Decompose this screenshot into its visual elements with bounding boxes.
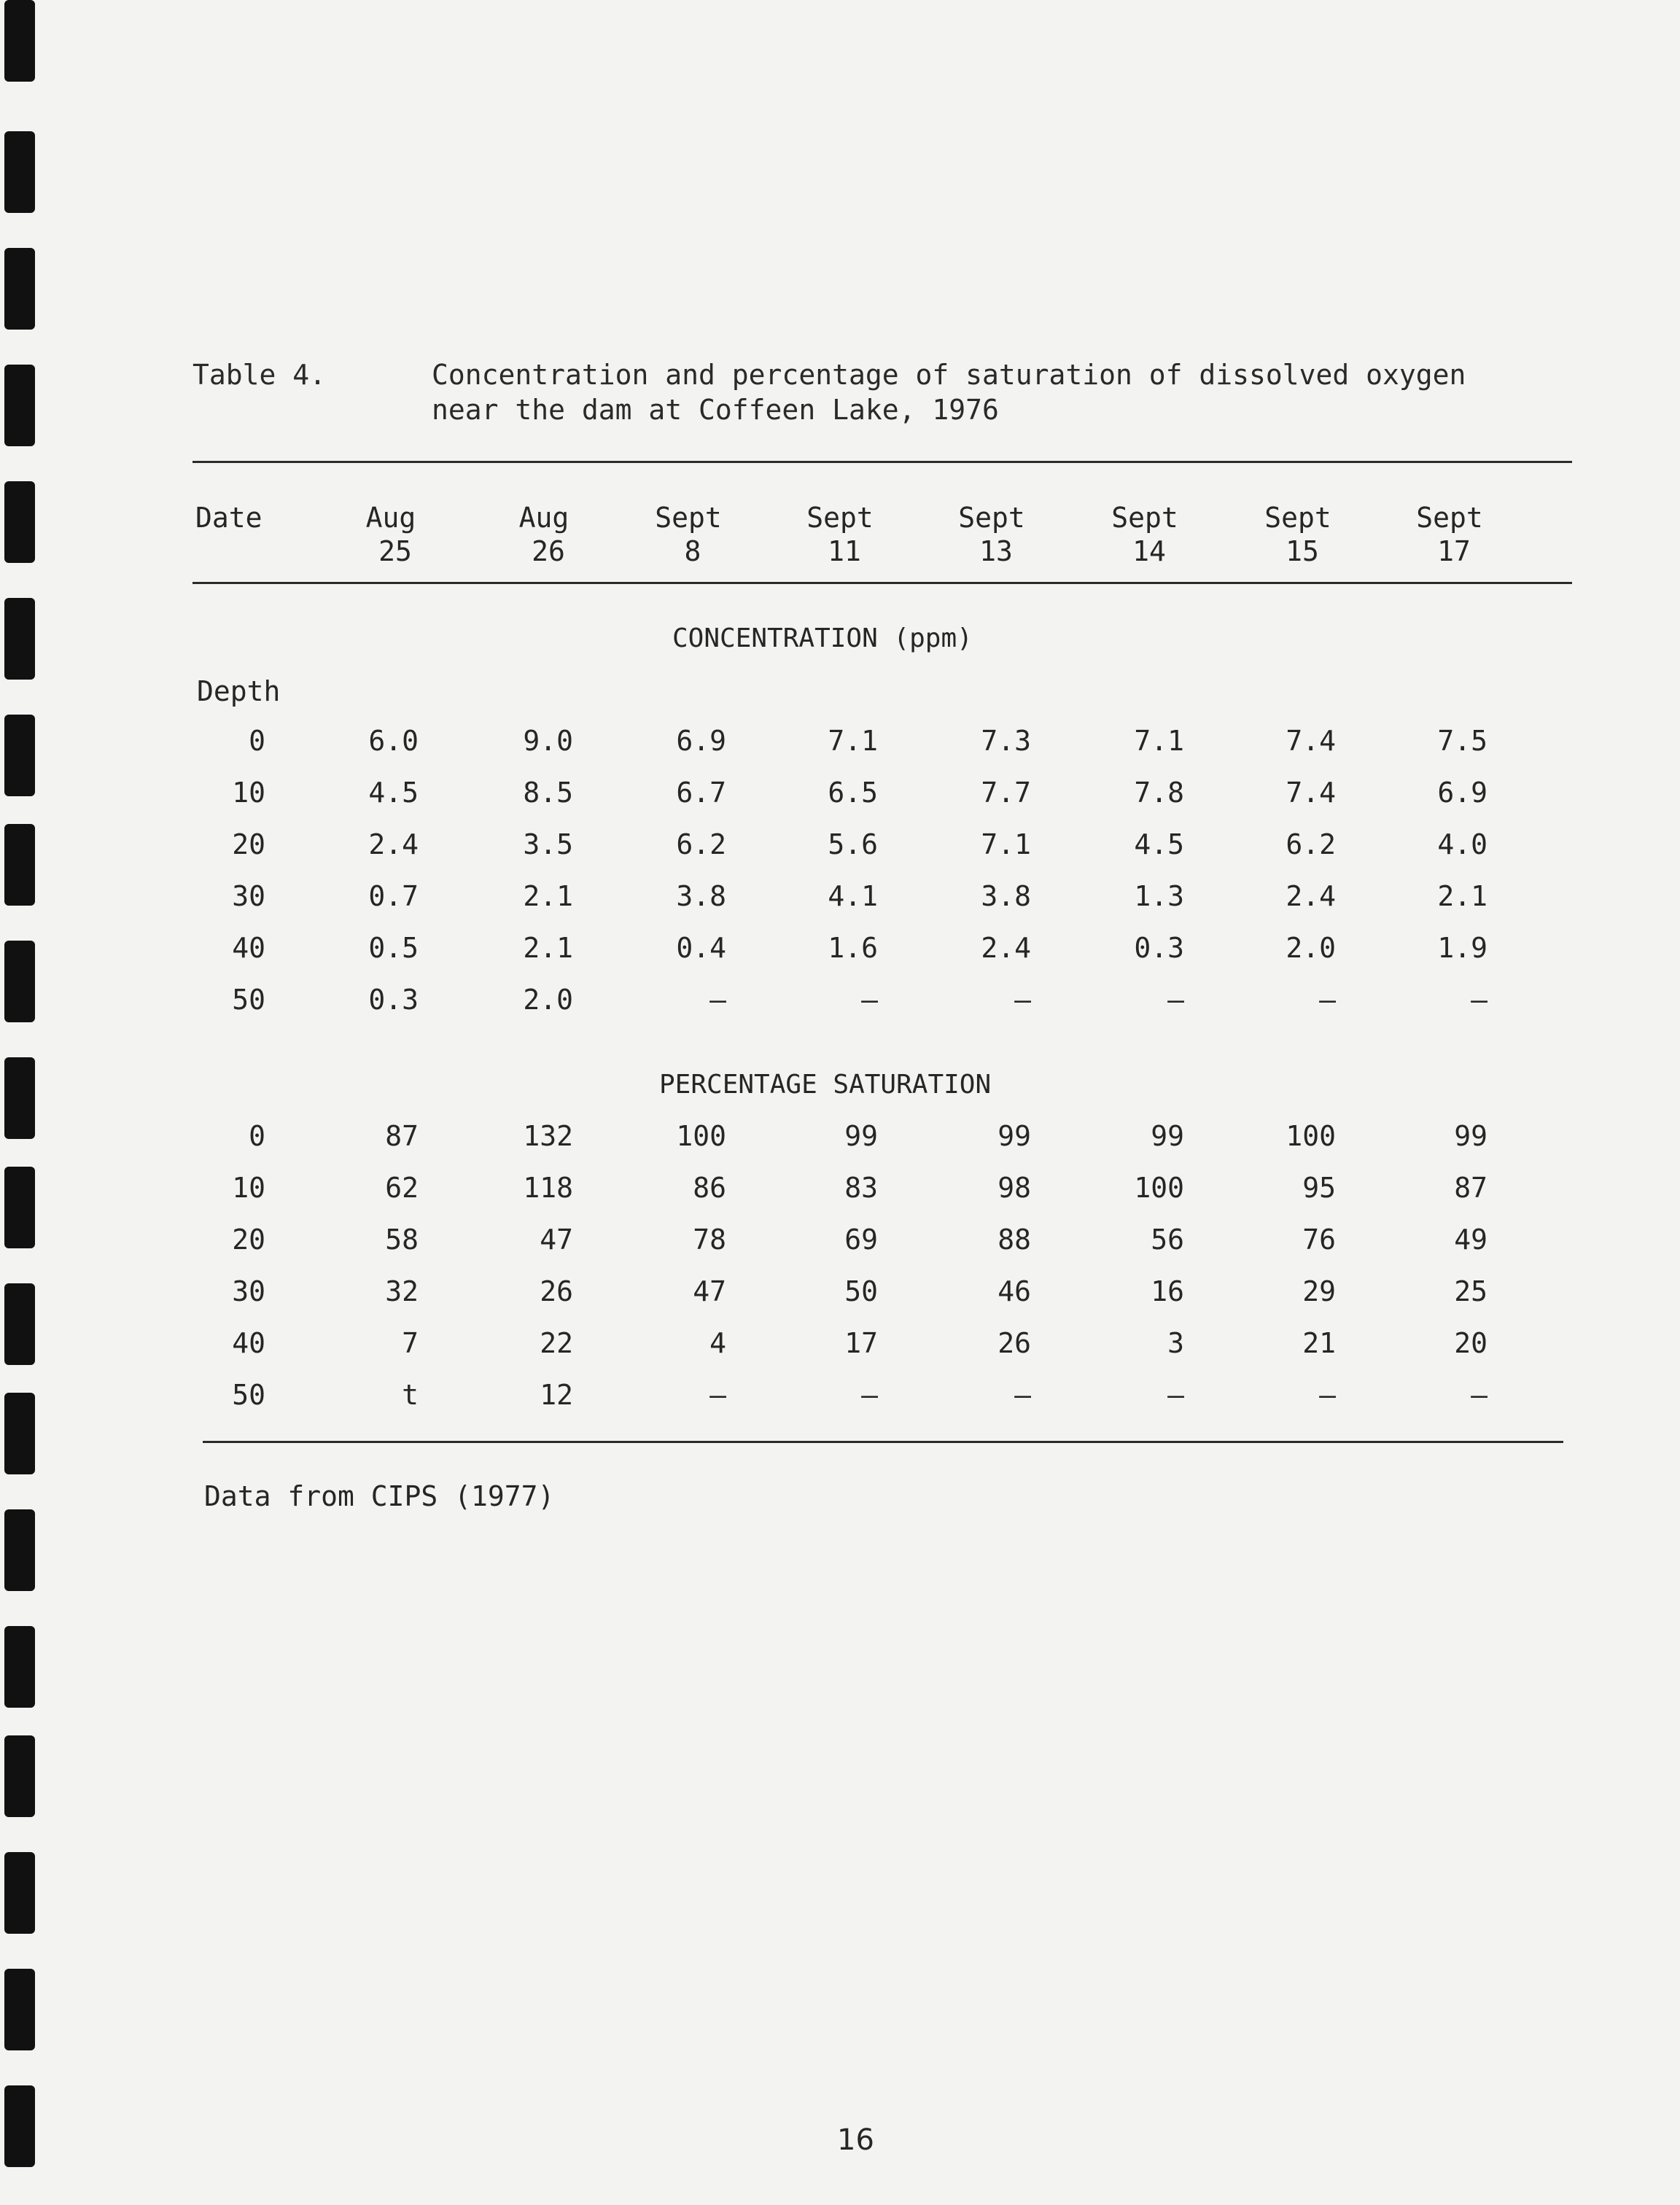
concentration-row-cell: 7.5 [1437, 725, 1488, 757]
saturation-row-cell: 22 [540, 1327, 573, 1359]
concentration-row-depth: 40 [232, 932, 265, 964]
saturation-row-cell: – [1471, 1379, 1488, 1411]
binding-hole [4, 248, 35, 330]
column-header-month: Aug [518, 502, 569, 534]
saturation-row-depth: 50 [232, 1379, 265, 1411]
concentration-row-cell: 2.0 [523, 984, 573, 1016]
saturation-row-cell: 76 [1302, 1224, 1336, 1256]
concentration-row-cell: 7.7 [981, 777, 1031, 809]
binding-hole [4, 1852, 35, 1934]
binding-hole [4, 941, 35, 1022]
concentration-row-cell: – [1471, 984, 1488, 1016]
saturation-row-depth: 0 [249, 1120, 265, 1152]
concentration-row-cell: 7.1 [1134, 725, 1184, 757]
concentration-row-cell: 6.2 [676, 828, 726, 860]
concentration-row-cell: 7.4 [1286, 725, 1336, 757]
binding-hole [4, 1393, 35, 1474]
concentration-row-cell: – [1014, 984, 1031, 1016]
concentration-row-cell: 0.3 [1134, 932, 1184, 964]
saturation-row-cell: 26 [998, 1327, 1031, 1359]
binding-hole [4, 1057, 35, 1139]
saturation-row-cell: 87 [1454, 1172, 1488, 1204]
saturation-row-depth: 10 [232, 1172, 265, 1204]
concentration-row-cell: 7.3 [981, 725, 1031, 757]
binding-hole [4, 365, 35, 446]
table-label: Table 4. [192, 359, 327, 391]
concentration-row-cell: 7.1 [828, 725, 878, 757]
concentration-row-cell: 3.5 [523, 828, 573, 860]
saturation-row-cell: 32 [385, 1275, 419, 1307]
concentration-row-depth: 0 [249, 725, 265, 757]
column-header-month: Sept [1264, 502, 1331, 534]
saturation-row-cell: 26 [540, 1275, 573, 1307]
concentration-row-cell: 5.6 [828, 828, 878, 860]
binding-hole [4, 481, 35, 563]
saturation-row-depth: 20 [232, 1224, 265, 1256]
concentration-row-cell: 2.1 [1437, 880, 1488, 912]
saturation-row-cell: – [861, 1379, 878, 1411]
saturation-row-cell: 87 [385, 1120, 419, 1152]
concentration-row-cell: – [1167, 984, 1184, 1016]
concentration-row-cell: 0.3 [368, 984, 419, 1016]
concentration-row-cell: 6.7 [676, 777, 726, 809]
saturation-row-cell: 88 [998, 1224, 1031, 1256]
saturation-row-cell: 29 [1302, 1275, 1336, 1307]
binding-hole [4, 598, 35, 680]
saturation-title: PERCENTAGE SATURATION [659, 1070, 992, 1100]
column-header-month: Sept [1416, 502, 1483, 534]
saturation-row-cell: 83 [844, 1172, 878, 1204]
binding-hole [4, 1969, 35, 2050]
saturation-row-cell: 12 [540, 1379, 573, 1411]
saturation-row-cell: – [1319, 1379, 1336, 1411]
concentration-row-cell: 2.1 [523, 932, 573, 964]
saturation-row-cell: 99 [844, 1120, 878, 1152]
date-header: Date [195, 502, 262, 534]
saturation-row-cell: 118 [523, 1172, 573, 1204]
concentration-row-cell: – [709, 984, 726, 1016]
concentration-row-cell: 0.5 [368, 932, 419, 964]
column-header-day: 17 [1437, 535, 1471, 567]
concentration-row-cell: – [1319, 984, 1336, 1016]
saturation-row-cell: 99 [998, 1120, 1031, 1152]
saturation-row-cell: 3 [1167, 1327, 1184, 1359]
bottom-rule [203, 1441, 1563, 1443]
column-header-day: 25 [378, 535, 412, 567]
saturation-row-cell: 50 [844, 1275, 878, 1307]
saturation-row-cell: 78 [693, 1224, 726, 1256]
column-header-month: Sept [958, 502, 1025, 534]
binding-hole [4, 715, 35, 796]
concentration-row-cell: 1.9 [1437, 932, 1488, 964]
saturation-row-cell: 100 [1286, 1120, 1336, 1152]
binding-hole [4, 131, 35, 213]
column-header-day: 13 [979, 535, 1013, 567]
binding-hole [4, 1735, 35, 1817]
concentration-row-depth: 50 [232, 984, 265, 1016]
concentration-row-cell: – [861, 984, 878, 1016]
binding-holes [0, 0, 51, 2205]
column-header-month: Aug [365, 502, 416, 534]
column-header-month: Sept [655, 502, 722, 534]
page-number: 16 [837, 2123, 874, 2157]
column-header-month: Sept [1111, 502, 1178, 534]
concentration-row-cell: 4.5 [1134, 828, 1184, 860]
concentration-row-cell: 6.9 [676, 725, 726, 757]
saturation-row-cell: 99 [1454, 1120, 1488, 1152]
header-rule [192, 582, 1572, 584]
saturation-row-cell: 49 [1454, 1224, 1488, 1256]
binding-hole [4, 2085, 35, 2167]
binding-hole [4, 1626, 35, 1708]
saturation-row-cell: 17 [844, 1327, 878, 1359]
saturation-row-cell: 4 [709, 1327, 726, 1359]
concentration-row-cell: 7.8 [1134, 777, 1184, 809]
column-header-day: 14 [1132, 535, 1166, 567]
concentration-row-depth: 30 [232, 880, 265, 912]
saturation-row-cell: 95 [1302, 1172, 1336, 1204]
concentration-row-cell: 6.9 [1437, 777, 1488, 809]
binding-hole [4, 824, 35, 906]
concentration-row-cell: 2.1 [523, 880, 573, 912]
concentration-row-cell: 6.2 [1286, 828, 1336, 860]
concentration-row-cell: 4.1 [828, 880, 878, 912]
concentration-row-cell: 3.8 [981, 880, 1031, 912]
column-header-month: Sept [806, 502, 874, 534]
concentration-row-cell: 0.7 [368, 880, 419, 912]
saturation-row-cell: 47 [540, 1224, 573, 1256]
concentration-row-cell: 8.5 [523, 777, 573, 809]
saturation-row-cell: 56 [1151, 1224, 1184, 1256]
saturation-row-cell: 46 [998, 1275, 1031, 1307]
concentration-row-cell: 4.0 [1437, 828, 1488, 860]
saturation-row-cell: t [402, 1379, 419, 1411]
saturation-row-cell: 132 [523, 1120, 573, 1152]
column-header-day: 11 [828, 535, 861, 567]
saturation-row-cell: 69 [844, 1224, 878, 1256]
data-source-note: Data from CIPS (1977) [204, 1480, 555, 1512]
binding-hole [4, 1283, 35, 1365]
concentration-row-cell: 9.0 [523, 725, 573, 757]
depth-label: Depth [197, 675, 281, 707]
saturation-row-cell: 47 [693, 1275, 726, 1307]
concentration-row-cell: 2.4 [1286, 880, 1336, 912]
saturation-row-cell: 86 [693, 1172, 726, 1204]
binding-hole [4, 1167, 35, 1248]
concentration-row-cell: 7.1 [981, 828, 1031, 860]
column-header-day: 8 [684, 535, 701, 567]
concentration-row-cell: 3.8 [676, 880, 726, 912]
concentration-row-cell: 7.4 [1286, 777, 1336, 809]
saturation-row-cell: 99 [1151, 1120, 1184, 1152]
column-header-day: 15 [1286, 535, 1319, 567]
concentration-row-cell: 1.3 [1134, 880, 1184, 912]
saturation-row-cell: 16 [1151, 1275, 1184, 1307]
concentration-row-depth: 20 [232, 828, 265, 860]
saturation-row-cell: 98 [998, 1172, 1031, 1204]
saturation-row-cell: 62 [385, 1172, 419, 1204]
saturation-row-depth: 30 [232, 1275, 265, 1307]
column-header-day: 26 [532, 535, 565, 567]
saturation-row-cell: 100 [676, 1120, 726, 1152]
concentration-title: CONCENTRATION (ppm) [672, 623, 973, 653]
saturation-row-cell: 100 [1134, 1172, 1184, 1204]
saturation-row-cell: 25 [1454, 1275, 1488, 1307]
concentration-row-depth: 10 [232, 777, 265, 809]
binding-hole [4, 0, 35, 82]
top-rule [192, 461, 1572, 463]
binding-hole [4, 1509, 35, 1591]
saturation-row-cell: 20 [1454, 1327, 1488, 1359]
concentration-row-cell: 1.6 [828, 932, 878, 964]
saturation-row-cell: – [1167, 1379, 1184, 1411]
saturation-row-cell: – [709, 1379, 726, 1411]
concentration-row-cell: 6.0 [368, 725, 419, 757]
concentration-row-cell: 6.5 [828, 777, 878, 809]
saturation-row-depth: 40 [232, 1327, 265, 1359]
concentration-row-cell: 2.0 [1286, 932, 1336, 964]
concentration-row-cell: 2.4 [368, 828, 419, 860]
saturation-row-cell: 58 [385, 1224, 419, 1256]
saturation-row-cell: – [1014, 1379, 1031, 1411]
concentration-row-cell: 2.4 [981, 932, 1031, 964]
saturation-row-cell: 21 [1302, 1327, 1336, 1359]
saturation-row-cell: 7 [402, 1327, 419, 1359]
table-title: Concentration and percentage of saturation of dissolved oxygen near the dam at Coffeen Lake, 1976 [432, 359, 1466, 426]
concentration-row-cell: 0.4 [676, 932, 726, 964]
concentration-row-cell: 4.5 [368, 777, 419, 809]
